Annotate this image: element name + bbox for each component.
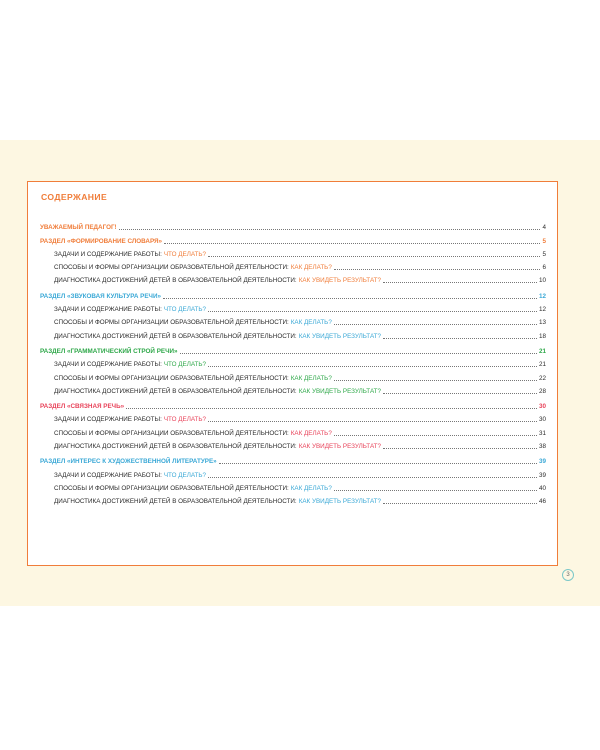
toc-section-4[interactable] <box>40 397 546 410</box>
toc-section-3-methods[interactable] <box>40 368 546 381</box>
dot-leader <box>119 229 541 230</box>
dot-leader <box>334 490 537 491</box>
dot-leader <box>219 463 537 464</box>
toc-page-number: 30 <box>538 403 546 411</box>
toc-entry-label: ЗАДАЧИ И СОДЕРЖАНИЕ РАБОТЫ: <box>54 306 162 314</box>
toc-entry-question: ЧТО ДЕЛАТЬ? <box>163 306 207 314</box>
dot-leader <box>334 269 541 270</box>
dot-leader <box>383 503 537 504</box>
toc-entry-label: ДИАГНОСТИКА ДОСТИЖЕНИЙ ДЕТЕЙ В ОБРАЗОВАТЕЛЬНОЙ ДЕЯТЕЛЬНОСТИ: <box>54 443 297 451</box>
toc-page-number: 21 <box>538 347 546 355</box>
toc-page-number: 39 <box>538 471 546 479</box>
toc-entry-label: СПОСОБЫ И ФОРМЫ ОРГАНИЗАЦИИ ОБРАЗОВАТЕЛЬНОЙ ДЕЯТЕЛЬНОСТИ: <box>54 374 289 382</box>
toc-entry-question: КАК ДЕЛАТЬ? <box>290 319 332 327</box>
toc-entry-label: ЗАДАЧИ И СОДЕРЖАНИЕ РАБОТЫ: <box>54 471 162 479</box>
toc-section-3[interactable] <box>40 342 546 355</box>
toc-entry-label: ДИАГНОСТИКА ДОСТИЖЕНИЙ ДЕТЕЙ В ОБРАЗОВАТЕЛЬНОЙ ДЕЯТЕЛЬНОСТИ: <box>54 387 297 395</box>
toc-section-1-tasks[interactable] <box>40 245 546 258</box>
toc-section-title: РАЗДЕЛ «ФОРМИРОВАНИЕ СЛОВАРЯ» <box>40 237 163 245</box>
toc-section-2[interactable] <box>40 286 546 299</box>
toc-section-4-tasks[interactable] <box>40 410 546 423</box>
toc-section-title: РАЗДЕЛ «ИНТЕРЕС К ХУДОЖЕСТВЕННОЙ ЛИТЕРАТУРЕ» <box>40 458 217 466</box>
toc-entry-question: КАК ДЕЛАТЬ? <box>290 429 332 437</box>
toc-section-5-methods[interactable] <box>40 479 546 492</box>
toc-page-number: 13 <box>538 319 546 327</box>
toc-page-number: 31 <box>538 429 546 437</box>
toc-entry-question: ЧТО ДЕЛАТЬ? <box>163 471 207 479</box>
toc-section-5-diagnostics[interactable] <box>40 492 546 505</box>
toc-page-number: 4 <box>542 224 546 232</box>
toc-entry-question: КАК ДЕЛАТЬ? <box>290 484 332 492</box>
toc-page-number: 18 <box>538 332 546 340</box>
toc-page-number: 46 <box>538 498 546 506</box>
toc-entry-label: ДИАГНОСТИКА ДОСТИЖЕНИЙ ДЕТЕЙ В ОБРАЗОВАТЕЛЬНОЙ ДЕЯТЕЛЬНОСТИ: <box>54 277 297 285</box>
dot-leader <box>208 366 537 367</box>
toc-entry-question: КАК УВИДЕТЬ РЕЗУЛЬТАТ? <box>298 498 382 506</box>
toc-section-1[interactable] <box>40 231 546 244</box>
dot-leader <box>126 408 537 409</box>
toc-section-2-diagnostics[interactable] <box>40 326 546 339</box>
toc-section-4-methods[interactable] <box>40 423 546 436</box>
toc-section-title: РАЗДЕЛ «ГРАММАТИЧЕСКИЙ СТРОЙ РЕЧИ» <box>40 347 178 355</box>
dot-leader <box>208 256 540 257</box>
toc-page-number: 40 <box>538 484 546 492</box>
toc-section-title: РАЗДЕЛ «ЗВУКОВАЯ КУЛЬТУРА РЕЧИ» <box>40 292 162 300</box>
dot-leader <box>383 282 537 283</box>
table-of-contents <box>40 218 546 505</box>
dot-leader <box>208 311 537 312</box>
dot-leader <box>334 380 537 381</box>
dot-leader <box>208 421 537 422</box>
dot-leader <box>383 393 537 394</box>
dot-leader <box>334 435 537 436</box>
toc-entry-label: СПОСОБЫ И ФОРМЫ ОРГАНИЗАЦИИ ОБРАЗОВАТЕЛЬНОЙ ДЕЯТЕЛЬНОСТИ: <box>54 319 289 327</box>
toc-section-2-tasks[interactable] <box>40 300 546 313</box>
toc-page-number: 38 <box>538 443 546 451</box>
toc-entry-question: КАК УВИДЕТЬ РЕЗУЛЬТАТ? <box>298 277 382 285</box>
toc-entry-label: ДИАГНОСТИКА ДОСТИЖЕНИЙ ДЕТЕЙ В ОБРАЗОВАТЕЛЬНОЙ ДЕЯТЕЛЬНОСТИ: <box>54 332 297 340</box>
toc-section-5[interactable] <box>40 452 546 465</box>
toc-entry-label: СПОСОБЫ И ФОРМЫ ОРГАНИЗАЦИИ ОБРАЗОВАТЕЛЬНОЙ ДЕЯТЕЛЬНОСТИ: <box>54 429 289 437</box>
toc-page-number: 28 <box>538 387 546 395</box>
dot-leader <box>208 477 537 478</box>
toc-section-title: РАЗДЕЛ «СВЯЗНАЯ РЕЧЬ» <box>40 403 125 411</box>
dot-leader <box>164 243 540 244</box>
toc-page-number: 12 <box>538 306 546 314</box>
contents-frame <box>27 181 558 566</box>
toc-entry-label: ДИАГНОСТИКА ДОСТИЖЕНИЙ ДЕТЕЙ В ОБРАЗОВАТЕЛЬНОЙ ДЕЯТЕЛЬНОСТИ: <box>54 498 297 506</box>
toc-entry-label: СПОСОБЫ И ФОРМЫ ОРГАНИЗАЦИИ ОБРАЗОВАТЕЛЬНОЙ ДЕЯТЕЛЬНОСТИ: <box>54 484 289 492</box>
dot-leader <box>383 448 537 449</box>
toc-section-3-diagnostics[interactable] <box>40 382 546 395</box>
toc-page-number: 12 <box>538 292 546 300</box>
toc-section-1-methods[interactable] <box>40 258 546 271</box>
toc-page-number: 6 <box>542 264 546 272</box>
dot-leader <box>180 353 537 354</box>
toc-entry-label: ЗАДАЧИ И СОДЕРЖАНИЕ РАБОТЫ: <box>54 416 162 424</box>
toc-intro-text: УВАЖАЕМЫЙ ПЕДАГОГ! <box>40 224 117 232</box>
toc-page-number: 21 <box>538 361 546 369</box>
toc-entry-question: КАК ДЕЛАТЬ? <box>290 374 332 382</box>
toc-page-number: 5 <box>542 250 546 258</box>
toc-entry-question: КАК ДЕЛАТЬ? <box>290 264 332 272</box>
toc-section-1-diagnostics[interactable] <box>40 271 546 284</box>
toc-entry-label: ЗАДАЧИ И СОДЕРЖАНИЕ РАБОТЫ: <box>54 250 162 258</box>
toc-section-3-tasks[interactable] <box>40 355 546 368</box>
toc-page-number: 22 <box>538 374 546 382</box>
contents-title: СОДЕРЖАНИЕ <box>41 192 108 202</box>
toc-page-number: 30 <box>538 416 546 424</box>
dot-leader <box>163 298 537 299</box>
toc-entry-question: ЧТО ДЕЛАТЬ? <box>163 416 207 424</box>
toc-page-number: 5 <box>542 237 546 245</box>
toc-entry-label: ЗАДАЧИ И СОДЕРЖАНИЕ РАБОТЫ: <box>54 361 162 369</box>
toc-section-5-tasks[interactable] <box>40 465 546 478</box>
toc-entry-question: ЧТО ДЕЛАТЬ? <box>163 361 207 369</box>
toc-entry-question: ЧТО ДЕЛАТЬ? <box>163 250 207 258</box>
toc-entry-question: КАК УВИДЕТЬ РЕЗУЛЬТАТ? <box>298 387 382 395</box>
toc-entry-question: КАК УВИДЕТЬ РЕЗУЛЬТАТ? <box>298 332 382 340</box>
toc-entry-question: КАК УВИДЕТЬ РЕЗУЛЬТАТ? <box>298 443 382 451</box>
toc-section-4-diagnostics[interactable] <box>40 437 546 450</box>
toc-entry-label: СПОСОБЫ И ФОРМЫ ОРГАНИЗАЦИИ ОБРАЗОВАТЕЛЬНОЙ ДЕЯТЕЛЬНОСТИ: <box>54 264 289 272</box>
toc-page-number: 10 <box>538 277 546 285</box>
page-number-badge: 3 <box>562 569 574 581</box>
toc-section-2-methods[interactable] <box>40 313 546 326</box>
dot-leader <box>334 324 537 325</box>
dot-leader <box>383 338 537 339</box>
toc-page-number: 39 <box>538 458 546 466</box>
toc-intro[interactable] <box>40 218 546 231</box>
